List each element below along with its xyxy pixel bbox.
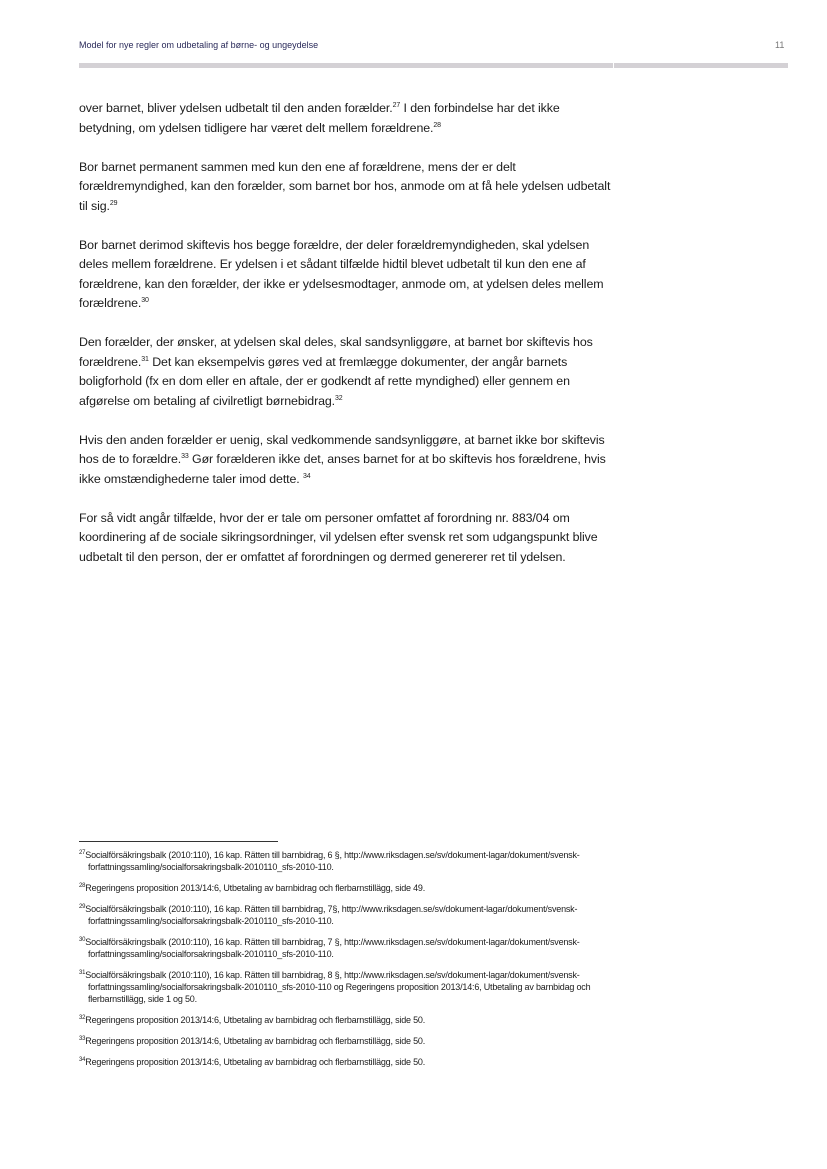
footnote-text: Regeringens proposition 2013/14:6, Utbetaling av barnbidrag och flerbarnstillägg, side 50. (85, 1015, 426, 1025)
footnote-number: 31 (79, 970, 86, 976)
footnote (79, 882, 613, 894)
footnote-text: Regeringens proposition 2013/14:6, Utbetaling av barnbidrag och flerbarnstillägg, side 49. (85, 883, 426, 893)
footnote-ref[interactable]: 31 (141, 355, 149, 363)
footnote-number: 32 (79, 1015, 86, 1021)
footnote-ref[interactable]: 30 (141, 296, 149, 304)
footnote-ref[interactable]: 27 (392, 101, 401, 109)
footnote-ref[interactable]: 34 (302, 472, 311, 480)
paragraph-text: Bor barnet derimod skiftevis hos begge forældre, der deler forældremyndigheden, skal ydelsen deles mellem forældrene. Er ydelsen i et sådant tilfælde hidtil blevet udbetalt til kun den ene af forældrene, kan den forælder, der ikke er ydelsesmodtager, anmode om, at ydelsen deles mellem forældrene. (79, 237, 604, 310)
paragraph (79, 236, 613, 314)
footnote (79, 1035, 613, 1047)
paragraph-text: Bor barnet permanent sammen med kun den ene af forældrene, mens der er delt forældremyndighed, kan den forælder, som barnet bor hos, anmode om at få hele ydelsen udbetalt til sig. (79, 159, 611, 213)
footnote-ref[interactable]: 29 (109, 199, 118, 207)
footnote-ref[interactable]: 33 (181, 452, 189, 460)
footnote-text: Regeringens proposition 2013/14:6, Utbetaling av barnbidrag och flerbarnstillägg, side 50. (85, 1036, 426, 1046)
footnote (79, 849, 613, 873)
paragraph (79, 99, 613, 138)
footnote (79, 936, 613, 960)
footnote-text: Regeringens proposition 2013/14:6, Utbetaling av barnbidrag och flerbarnstillägg, side 50. (85, 1057, 426, 1067)
footnote-separator (79, 841, 278, 842)
footnote (79, 903, 613, 927)
paragraph (79, 431, 613, 490)
body-text (79, 99, 613, 567)
paragraph-text: For så vidt angår tilfælde, hvor der er tale om personer omfattet af forordning nr. 883/04 om koordinering af de sociale sikringsordninger, vil ydelsen efter svensk ret som udgangspunkt blive udbetalt til den person, der er omfattet af forordningen og dermed genererer ret til ydelsen. (79, 510, 598, 564)
footnote-text: Socialförsäkringsbalk (2010:110), 16 kap. Rätten till barnbidrag, 8 §, http://www.riksdagen.se/sv/dokument-lagar/dokument/svensk-forfattningssamling/socialforsakringsbalk-2010110_sfs-2010-110 og Regeringens proposition 2013/14:6, Utbetaling av barnbidag och flerbarnstillägg, side 1 og 50. (85, 970, 591, 1004)
paragraph (79, 333, 613, 411)
footnote-ref[interactable]: 28 (433, 121, 441, 129)
header-rule-margin (614, 63, 788, 68)
footnote-number: 34 (79, 1057, 86, 1063)
footnote-text: Socialförsäkringsbalk (2010:110), 16 kap. Rätten till barnbidrag, 6 §, http://www.riksdagen.se/sv/dokument-lagar/dokument/svensk-forfattningssamling/socialforsakringsbalk-2010110_sfs-2010-110. (85, 850, 580, 872)
footnote-ref[interactable]: 32 (335, 394, 343, 402)
page-number: 11 (775, 40, 785, 50)
paragraph-text: Gør forælderen ikke det, anses barnet for at bo skiftevis hos forældrene, hvis ikke omstændighederne taler imod dette. (79, 452, 606, 486)
paragraph-text: Hvis den anden forælder er uenig, skal vedkommende sandsynliggøre, at barnet ikke bor skiftevis hos de to forældre. (79, 432, 605, 466)
footnote-text: Socialförsäkringsbalk (2010:110), 16 kap. Rätten till barnbidrag, 7 §, http://www.riksdagen.se/sv/dokument-lagar/dokument/svensk-forfattningssamling/socialforsakringsbalk-2010110_sfs-2010-110. (85, 937, 580, 959)
footnote (79, 969, 613, 1005)
paragraph-text: Den forælder, der ønsker, at ydelsen skal deles, skal sandsynliggøre, at barnet bor skiftevis hos forældrene. (79, 335, 593, 369)
paragraph-text: I den forbindelse har det ikke betydning, om ydelsen tidligere har været delt mellem forældrene. (79, 101, 560, 135)
running-header-title: Model for nye regler om udbetaling af børne- og ungeydelse (79, 40, 319, 50)
footnote-number: 28 (79, 883, 86, 889)
footnote-number: 29 (79, 904, 86, 910)
paragraph (79, 158, 613, 217)
footnote (79, 1056, 613, 1068)
paragraph-text: Det kan eksempelvis gøres ved at fremlægge dokumenter, der angår barnets boligforhold (fx en dom eller en aftale, der er godkendt af rette myndighed) eller gennem en afgørelse om betaling af civilretligt børnebidrag. (79, 354, 570, 408)
paragraph (79, 509, 613, 568)
footnote-number: 33 (79, 1036, 86, 1042)
header-rule (79, 63, 613, 68)
footnote-number: 27 (79, 850, 86, 856)
footnote-text: Socialförsäkringsbalk (2010:110), 16 kap. Rätten till barnbidrag, 7§, http://www.riksdagen.se/sv/dokument-lagar/dokument/svensk-forfattningssamling/socialforsakringsbalk-2010110_sfs-2010-110. (85, 904, 578, 926)
footnotes (79, 849, 613, 1077)
footnote (79, 1014, 613, 1026)
paragraph-text: over barnet, bliver ydelsen udbetalt til den anden forælder. (79, 101, 393, 115)
footnote-number: 30 (79, 937, 86, 943)
